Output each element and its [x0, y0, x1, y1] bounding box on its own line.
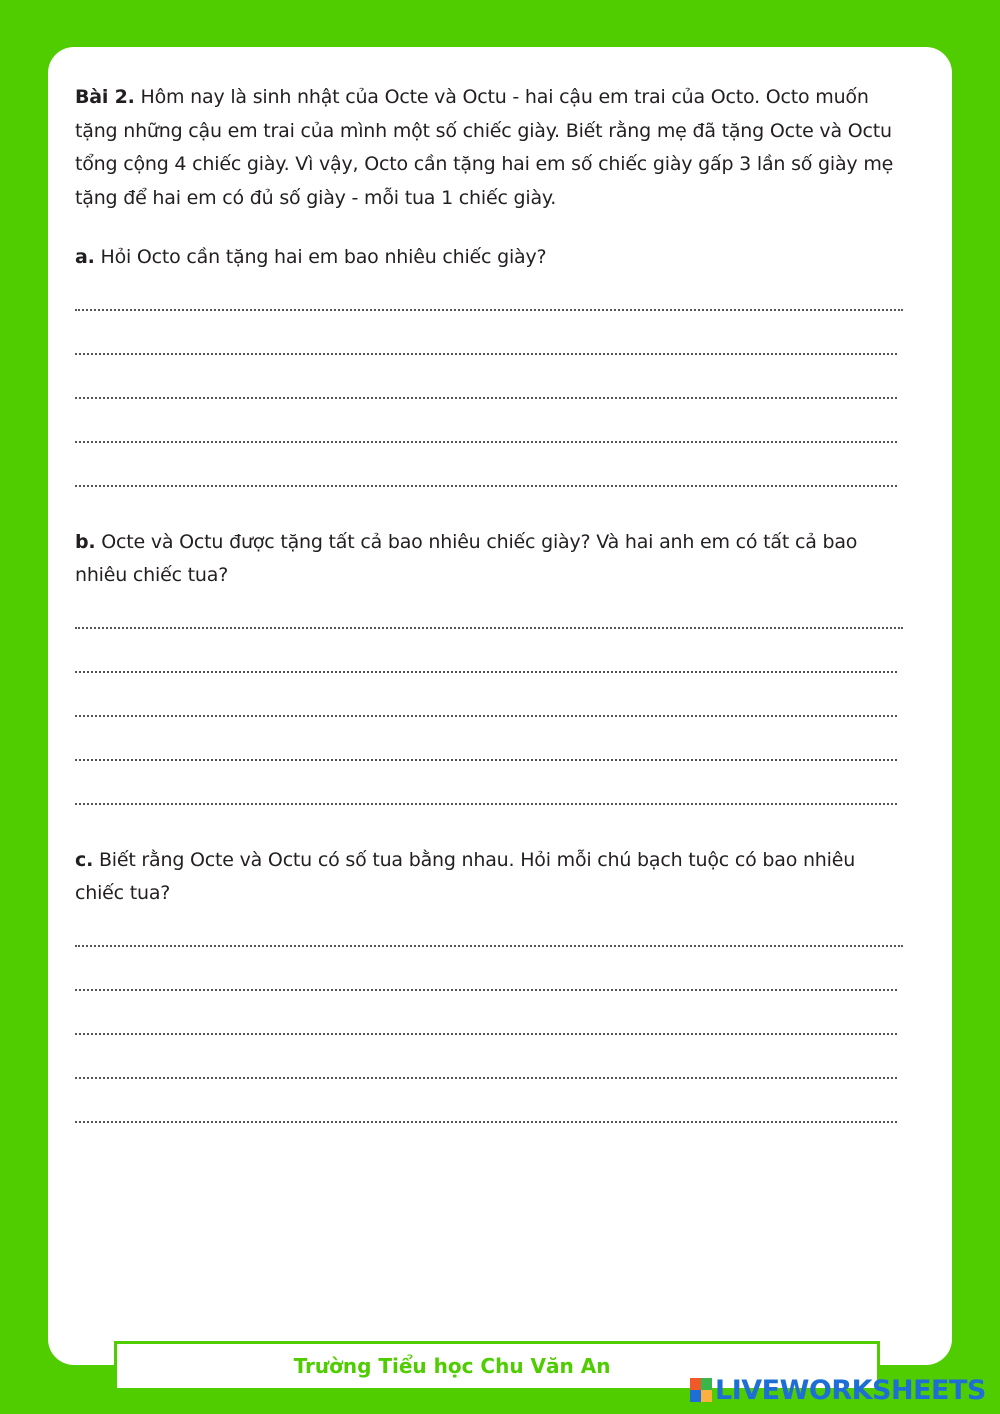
question-b-label: b.	[75, 530, 96, 553]
question-c	[75, 844, 903, 911]
answer-area-a[interactable]	[75, 275, 903, 495]
worksheet-card	[48, 47, 952, 1365]
answer-line[interactable]	[75, 451, 903, 495]
answer-line[interactable]	[75, 681, 903, 725]
brand-name: LIVEWORKSHEETS	[715, 1374, 986, 1406]
answer-area-c[interactable]	[75, 911, 903, 1131]
problem-label: Bài 2.	[75, 86, 135, 108]
question-a	[75, 241, 903, 275]
answer-line[interactable]	[75, 1043, 903, 1087]
answer-area-b[interactable]	[75, 593, 903, 813]
question-b	[75, 526, 903, 593]
problem-statement	[75, 81, 903, 215]
answer-line[interactable]	[75, 769, 903, 813]
answer-line[interactable]	[75, 407, 903, 451]
answer-line[interactable]	[75, 363, 903, 407]
answer-line[interactable]	[75, 593, 903, 637]
answer-line[interactable]	[75, 1087, 903, 1131]
question-c-label: c.	[75, 848, 94, 871]
school-name: Trường Tiểu học Chu Văn An	[293, 1354, 611, 1378]
answer-line[interactable]	[75, 911, 903, 955]
question-b-text: Octe và Octu được tặng tất cả bao nhiêu chiếc giày? Và hai anh em có tất cả bao nhiêu chiếc tua?	[75, 530, 858, 586]
answer-line[interactable]	[75, 637, 903, 681]
answer-line[interactable]	[75, 999, 903, 1043]
question-c-text: Biết rằng Octe và Octu có số tua bằng nhau. Hỏi mỗi chú bạch tuộc có bao nhiêu chiếc tua?	[75, 848, 856, 904]
answer-line[interactable]	[75, 319, 903, 363]
worksheet-content	[75, 81, 903, 1131]
answer-line[interactable]	[75, 725, 903, 769]
problem-text: Hôm nay là sinh nhật của Octe và Octu - hai cậu em trai của Octo. Octo muốn tặng những cậu em trai của mình một số chiếc giày. Biết rằng mẹ đã tặng Octe và Octu tổng cộng 4 chiếc giày. Vì vậy, Octo cần tặng hai em số chiếc giày gấp 3 lần số giày mẹ tặng để hai em có đủ số giày - mỗi tua 1 chiếc giày.	[75, 86, 894, 209]
liveworksheets-logo-icon	[690, 1378, 712, 1402]
question-a-text: Hỏi Octo cần tặng hai em bao nhiêu chiếc giày?	[100, 246, 547, 268]
liveworksheets-brand[interactable]	[690, 1375, 986, 1405]
question-a-label: a.	[75, 246, 95, 268]
answer-line[interactable]	[75, 955, 903, 999]
answer-line[interactable]	[75, 275, 903, 319]
